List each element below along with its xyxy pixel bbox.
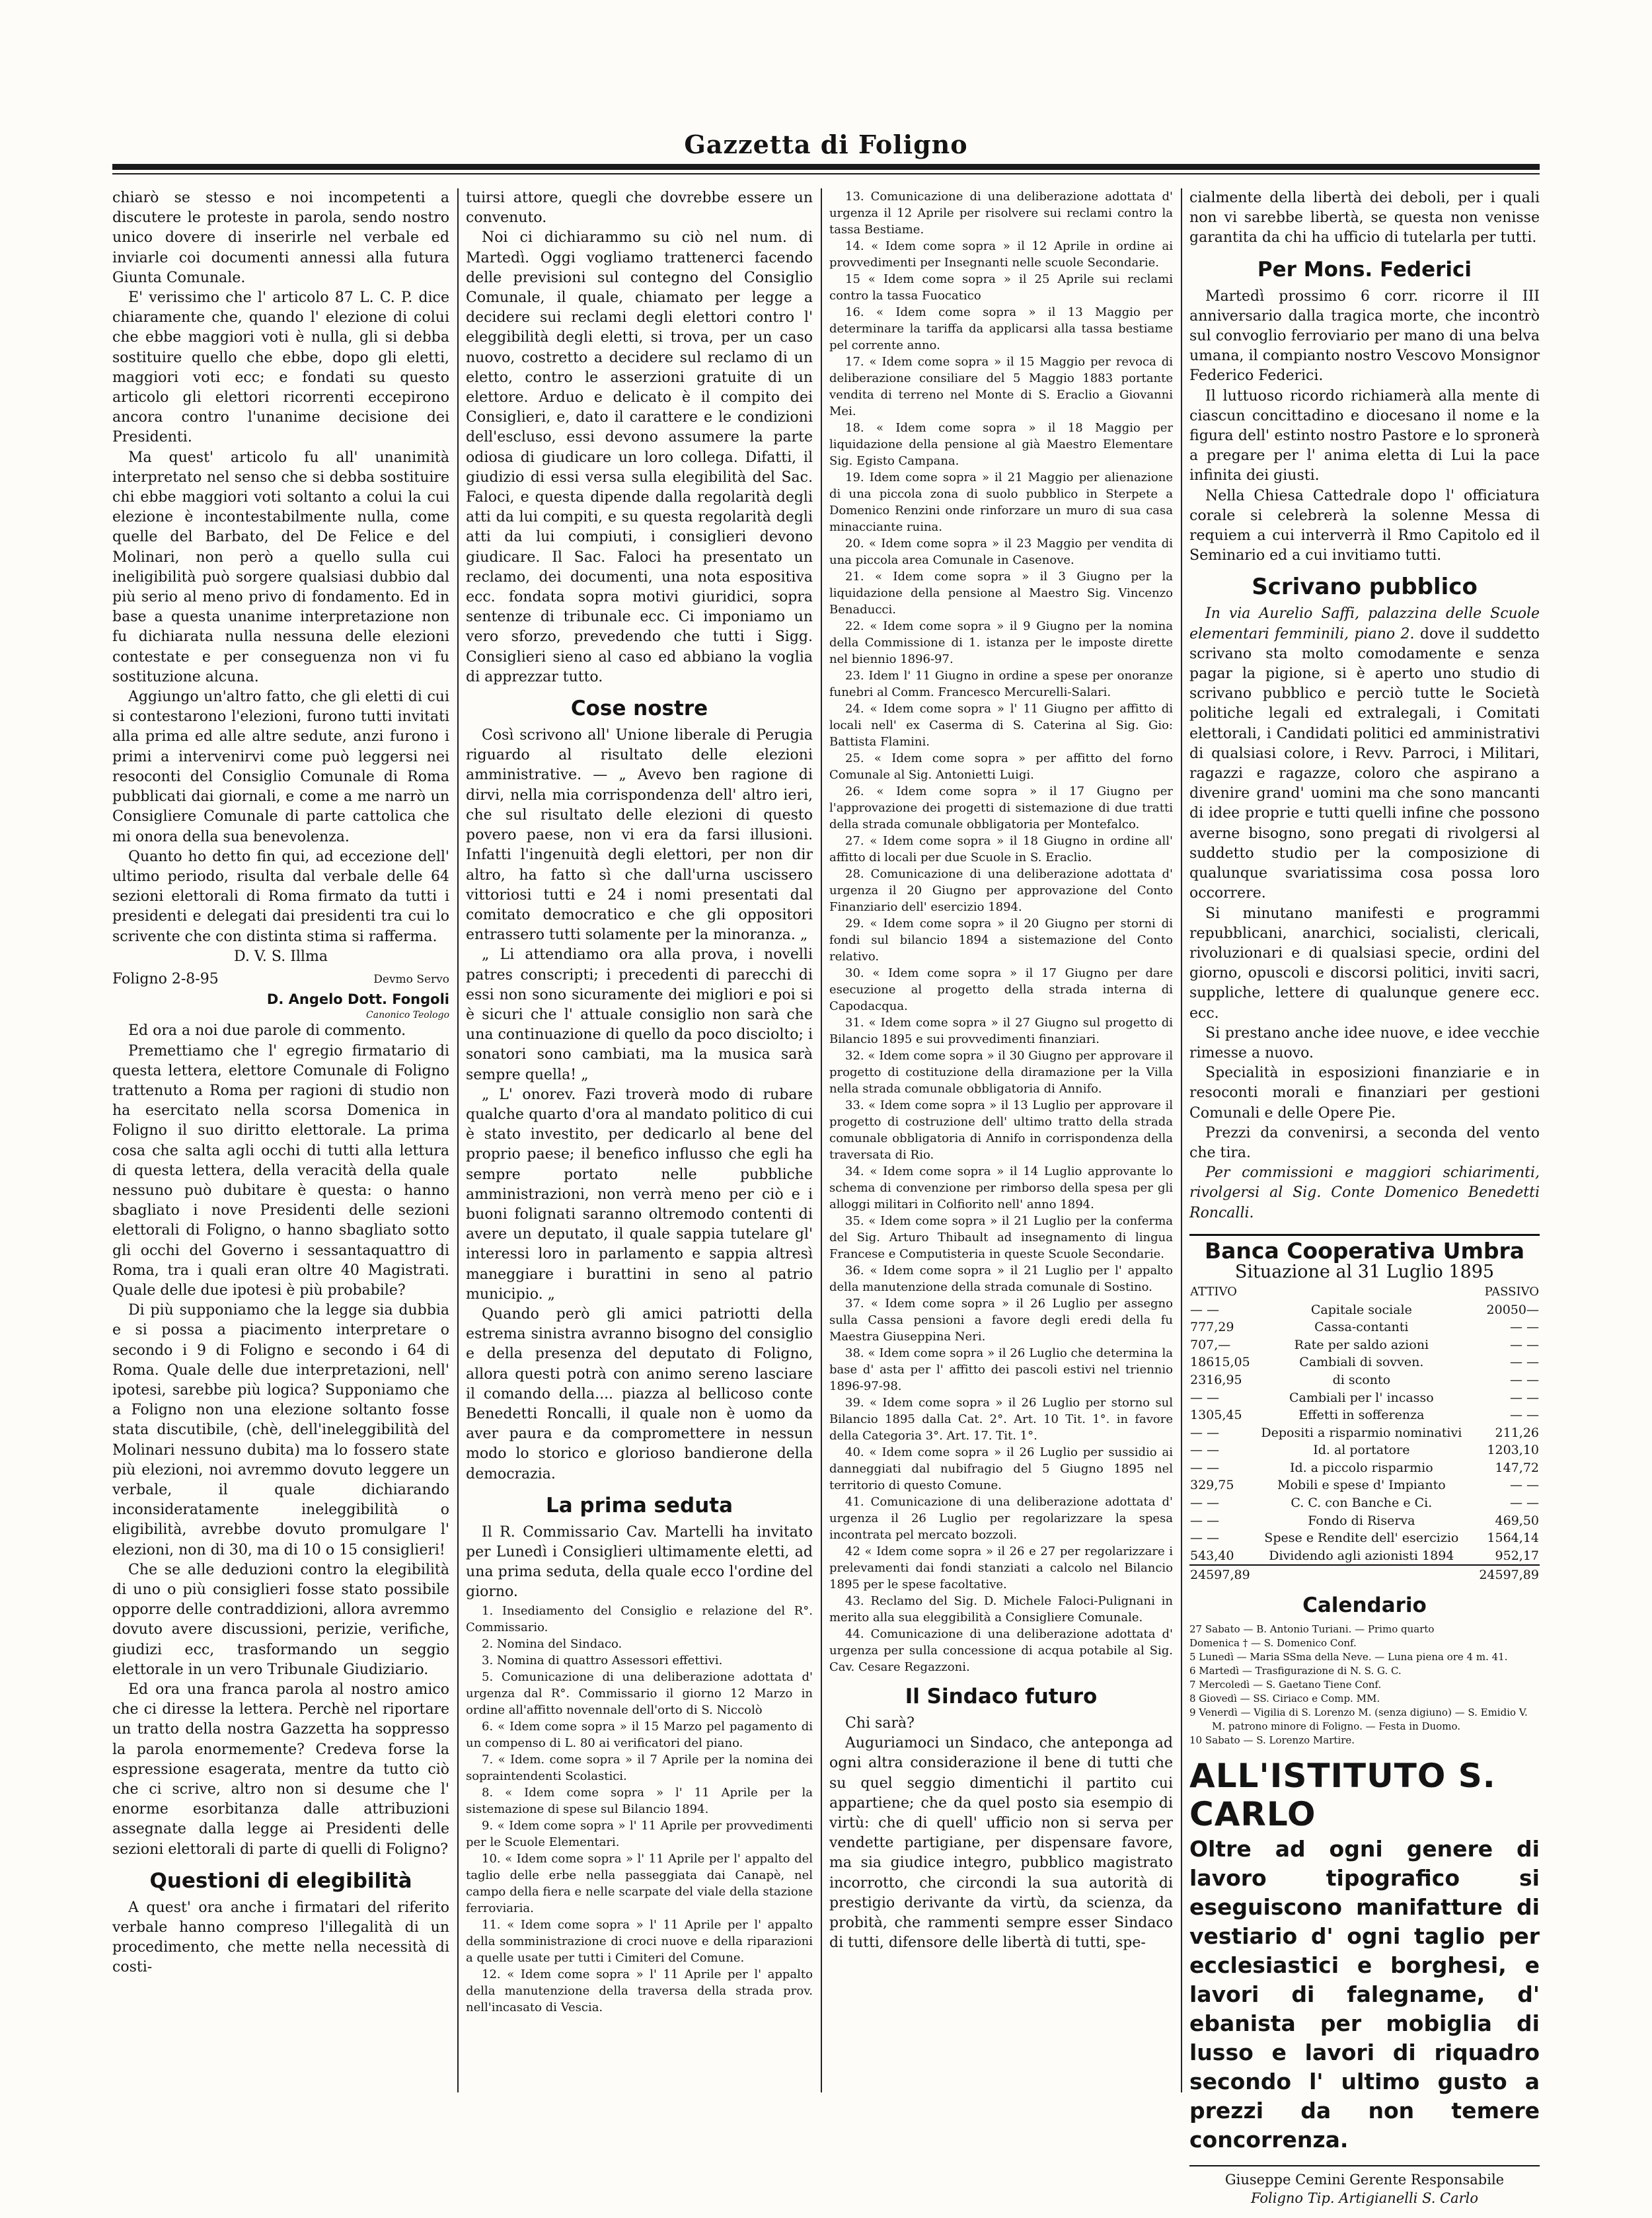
footer-printer: Foligno Tip. Artigianelli S. Carlo (1250, 2190, 1479, 2207)
column-2 (466, 188, 813, 2109)
paragraph: Nella Chiesa Cattedrale dopo l' officiatura corale si celebrerà la solenne Messa di requiem a cui interverrà il Rmo Capitolo ed il Seminario ed a cui invitiamo tutti. (1189, 487, 1540, 564)
paragraph: cialmente della libertà dei deboli, per i quali non vi sarebbe libertà, se questa non venisse garantita da chi ha ufficio di tutelarla per tutti. (1189, 190, 1540, 247)
agenda-item: 43. Reclamo del Sig. D. Michele Faloci-Pulignani in merito alla sua eleggibilità a Consigliere Comunale. (829, 1594, 1173, 1625)
paragraph: Ma quest' articolo fu all' unanimità interpretato nel senso che si debba sostituire chi ebbe maggiori voti soltanto a colui la cui elezione è incontestabilmente nulla, come quelle del Barbato, del De Felice e del Molinari, non però a quello sulla cui ineligibilità può sorgere qualsiasi dubbio dal più serio al meno privo di fondamento. Ed in base a questa unanime interpretazione non fu dichiarata nulla nessuna delle elezioni contestate e per conseguenza non vi fu sostituzione alcuna. (112, 449, 449, 685)
table-header-row (1189, 1283, 1540, 1301)
column-divider (1181, 188, 1182, 2092)
paragraph: Quando però gli amici patriotti della estrema sinistra avranno bisogno del consiglio e della presenza del deputato di Foligno, allora questi potrà con animo sereno lasciare il comando della.... piazza al bellicoso conte Benedetti Roncalli, il quale non è uomo da aver paura e da compromettere in nessun modo lo storico e glorioso bandierone della democrazia. (466, 1305, 813, 1482)
agenda-item: 19. Idem come sopra » il 21 Maggio per alienazione di una piccola zona di suolo pubblico in Sterpete a Domenico Renzini onde rinforzare un muro di sua casa minacciante ruina. (829, 471, 1173, 534)
section-heading: Per Mons. Federici (1257, 257, 1472, 282)
table-row: 1305,45 Effetti in sofferenza — — (1190, 1408, 1539, 1423)
agenda-item: 42 « Idem come sopra » il 26 e 27 per regolarizzare i prelevamenti dai fondi stanziati a calcolo nel Bilancio 1895 per le spese facoltative. (829, 1545, 1173, 1591)
table-row: 777,29 Cassa-contanti — — (1190, 1320, 1539, 1335)
paragraph: Di più supponiamo che la legge sia dubbia e si possa a piacimento interpretare o secondo i 9 di Foligno e secondo i 64 di Roma. Quale delle due interpretazioni, nell' ipotesi, sarebbe più logica? Supponiamo che a Foligno non una elezione soltanto fosse stata discutibile, (chè, dell'ineleggibilità del Molinari nessuno dubita) ma lo fossero state più elezioni, noi avremmo dovuto leggere un verbale, il quale dichiarando inconsideratamente ineleggibilità o eligibilità, avrebbe dovuto promulgare l' elezioni, non di 30, ma di 10 o 15 consiglieri! (112, 1302, 449, 1558)
salutation: D. V. S. Illma (234, 948, 328, 965)
agenda-item: 16. « Idem come sopra » il 13 Maggio per determinare la tariffa da applicarsi alla tassa bestiame pel corrente anno. (829, 305, 1173, 352)
paragraph: „ L' onorev. Fazi troverà modo di rubare qualche quarto d'ora al mandato politico di cui è stato investito, per dedicarlo al bene del proprio paese; il benefico influsso che egli ha sempre portato nelle pubbliche amministrazioni, non verrà meno per ciò e i buoni folignati saranno oltremodo contenti di avere un deputato, il quale sappia tutelare gl' interessi loro in parlamento e sappia altresì maneggiare i burattini in seno al patrio municipio. „ (466, 1086, 813, 1303)
paragraph: Premettiamo che l' egregio firmatario di questa lettera, elettore Comunale di Foligno trattenuto a Roma per ragioni di studio non ha esercitato nella scorsa Domenica in Foligno il suo diritto elettorale. La prima cosa che salta agli occhi di tutti alla lettura di questa lettera, della veracità della quale nessuno può dubitare è questa: o hanno sbagliato i nove Presidenti delle sezioni elettorali di Foligno, o hanno sbagliato sotto gli occhi del Governo i sessantaquattro di Roma, tra i quali eran oltre 40 Magistrati. Quale delle due ipotesi è più probabile? (112, 1042, 449, 1299)
paragraph: chiarò se stesso e noi incompetenti a discutere le proteste in parola, sendo nostro unico dovere di inserirle nel verbale ed inviarle coi documenti annessi alla futura Giunta Comunale. (112, 190, 449, 286)
section-heading: Cose nostre (570, 697, 708, 721)
letter-date: Foligno 2-8-95 (112, 970, 219, 987)
agenda-item: 18. « Idem come sopra » il 18 Maggio per liquidazione della pensione al già Maestro Elementare Sig. Egisto Campana. (829, 421, 1173, 468)
table-row: — — Capitale sociale 20050— (1190, 1302, 1539, 1317)
paragraph: Quanto ho detto fin qui, ad eccezione dell' ultimo periodo, risulta dal verbale delle 64 sezioni elettorali di Roma firmato da tutti i presidenti e delegati dai presidenti tra cui lo scrivente che con distinta stima si rafferma. (112, 848, 449, 945)
agenda-item: 12. « Idem come sopra » l' 11 Aprile per l' appalto della manutenzione della traversa della strada prov. nell'incasato di Vescia. (466, 1967, 813, 2014)
agenda-item: 5. Comunicazione di una deliberazione adottata d' urgenza dal R°. Commissario il giorno 12 Marzo in ordine all'affitto novennale dell'orto di S. Niccolò (466, 1669, 813, 1717)
agenda-item: 21. « Idem come sopra » il 3 Giugno per la liquidazione della pensione al Maestro Sig. Vincenzo Benaducci. (829, 570, 1173, 617)
table-row: — — Id. al portatore 1203,10 (1190, 1443, 1539, 1458)
masthead-rule-thick (112, 164, 1540, 170)
agenda-item: 38. « Idem come sopra » il 26 Luglio che determina la base d' asta per l' affitto dei pascoli estivi nel triennio 1896-97-98. (829, 1346, 1173, 1393)
paragraph: Chi sarà? (845, 1715, 915, 1732)
paragraph: Ed ora una franca parola al nostro amico che ci diresse la lettera. Perchè nel riportare un tratto della nostra Gazzetta ha soppresso la parola enormemente? Credeva forse la espressione esagerata, mentre da tutto ciò che ci scrive, altro non si desume che l' enorme esorbitanza dalle attribuzioni assegnate dalla legge ai Presidenti delle sezioni elettorali di parte di quelli di Foligno? (112, 1681, 449, 1858)
paragraph: tuirsi attore, quegli che dovrebbe essere un convenuto. (466, 190, 813, 227)
agenda-item: 14. « Idem come sopra » il 12 Aprile in ordine ai provvedimenti per Insegnanti nelle scuole Secondarie. (829, 239, 1173, 270)
calendar-entry: 10 Sabato — S. Lorenzo Martire. (1189, 1734, 1355, 1747)
ad-body: Oltre ad ogni genere di lavoro tipografico si eseguiscono manifatture di vestiario d' ogni taglio per ecclesiastici e borghesi, e lavori di falegname, d' ebanista per mobiglia di lusso e lavori di riquadro secondo l' ultimo gusto a prezzi da non temere concorrenza. (1189, 1836, 1540, 2153)
total-passivo: 24597,89 (1472, 1565, 1540, 1584)
agenda-item: 34. « Idem come sopra » il 14 Luglio approvante lo schema di convenzione per rimborso della spesa per gli alloggi militari in Colfiorito nell' anno 1894. (829, 1165, 1173, 1211)
agenda-item: 7. « Idem. come sopra » il 7 Aprile per la nomina dei sopraintendenti Scolastici. (466, 1752, 813, 1783)
agenda-item: 31. « Idem come sopra » il 27 Giugno sul progetto di Bilancio 1895 e sui provvedimenti finanziari. (829, 1016, 1173, 1046)
paragraph: Per commissioni e maggiori schiarimenti, rivolgersi al Sig. Conte Domenico Benedetti Roncalli. (1189, 1165, 1540, 1221)
column-3 (829, 188, 1173, 2109)
agenda-item: 24. « Idem come sopra » l' 11 Giugno per affitto di locali nell' ex Caserma di S. Caterina al Sig. Gio: Battista Flamini. (829, 702, 1173, 749)
table-row: — — Spese e Rendite dell' esercizio 1564,14 (1190, 1531, 1539, 1546)
paragraph: Il R. Commissario Cav. Martelli ha invitato per Lunedì i Consiglieri ultimamente eletti, ad una prima seduta, della quale ecco l'ordine del giorno. (466, 1523, 813, 1601)
agenda-item: 30. « Idem come sopra » il 17 Giugno per dare esecuzione al progetto della strada interna di Capodacqua. (829, 966, 1173, 1013)
column-1 (112, 188, 449, 2109)
calendar-list (1189, 1623, 1540, 1747)
agenda-item: 3. Nomina di quattro Assessori effettivi. (482, 1653, 723, 1667)
masthead-title: Gazzetta di Foligno (684, 130, 968, 159)
calendar-entry: 6 Martedì — Trasfigurazione di N. S. G. C. (1189, 1665, 1402, 1677)
agenda-item: 2. Nomina del Sindaco. (482, 1636, 622, 1651)
agenda-item: 6. « Idem come sopra » il 15 Marzo pel pagamento di un compenso di L. 80 ai verificatori del piano. (466, 1719, 813, 1750)
table-row: — — Cambiali per l' incasso — — (1190, 1390, 1539, 1405)
agenda-item: 9. « Idem come sopra » l' 11 Aprile per provvedimenti per le Scuole Elementari. (466, 1818, 813, 1849)
agenda-item: 40. « Idem come sopra » il 26 Luglio per sussidio ai danneggiati dal nubifragio del 5 Giugno 1895 nel territorio di questo Comune. (829, 1445, 1173, 1492)
paragraph: Il luttuoso ricordo richiamerà alla mente di ciascun concittadino e diocesano il nome e la figura dell' estinto nostro Pastore e lo spronerà a pregare per l' anima eletta di Lui la pace infinita dei giusti. (1189, 387, 1540, 484)
calendar-entry: 5 Lunedì — Maria SSma della Neve. — Luna piena ore 4 m. 41. (1189, 1651, 1508, 1664)
signer-name: D. Angelo Dott. Fongoli (266, 991, 449, 1008)
agenda-item: 39. « Idem come sopra » il 26 Luglio per storno sul Bilancio 1895 dalla Cat. 2°. Art. 10 Tit. 1°. in favore della Categoria 3°. Art. 17. Tit. 1°. (829, 1396, 1173, 1443)
section-heading: Scrivano pubblico (1252, 574, 1478, 601)
table-row: 18615,05 Cambiali di sovven. — — (1190, 1355, 1539, 1370)
table-row: — — Fondo di Riserva 469,50 (1190, 1513, 1539, 1528)
paragraph: Aggiungo un'altro fatto, che gli eletti di cui si contestarono l'elezioni, furono tutti invitati alla prima ed alle altre sedute, anzi furono i primi a intervenirvi come può leggersi nei resoconti del Consiglio Comunale di Roma pubblicati dai giornali, e come a me narrò un Consigliere Comunale di parte cattolica che mi onora della sua benevolenza. (112, 689, 449, 845)
paragraph: Specialità in esposizioni finanziarie e in resoconti morali e finanziari per gestioni Comunali e delle Opere Pie. (1189, 1065, 1540, 1122)
agenda-item: 28. Comunicazione di una deliberazione adottata d' urgenza il 20 Giugno per approvazione del Conto Finanziario dell' esercizio 1894. (829, 867, 1173, 914)
paragraph: Auguriamoci un Sindaco, che anteponga ad ogni altra considerazione il bene di tutti che su quel seggio dimentichi il partito cui appartiene; che da quel posto sia esempio di virtù: che di quell' ufficio non si serva per vendette partigiane, per dispensare favore, ma sia giudice integro, pubblico magistrato incorrotto, che circondi la sua autorità di prestigio derivante da virtù, da scienza, da probità, che rammenti sempre esser Sindaco di tutti, difensore delle libertà di tutti, spe- (829, 1735, 1173, 1952)
agenda-item: 11. « Idem come sopra » l' 11 Aprile per l' appalto della somministrazione di croci nuove e della riparazioni a quelle usate per tutti i Cimiteri del Comune. (466, 1917, 813, 1965)
total-attivo: 24597,89 (1189, 1565, 1251, 1584)
address-emphasis: In via Aurelio Saffi, palazzina delle Scuole elementari femminili, piano 2. (1189, 605, 1540, 642)
paragraph: Ed ora a noi due parole di commento. (128, 1022, 406, 1040)
calendar-entry: 7 Mercoledì — S. Gaetano Tiene Conf. (1189, 1679, 1382, 1691)
calendar-entry: Domenica † — S. Domenico Conf. (1189, 1637, 1357, 1650)
table-row: 707,— Rate per saldo azioni — — (1190, 1337, 1539, 1352)
agenda-item: 37. « Idem come sopra » il 26 Luglio per assegno sulla Cassa pensioni a favore degli eredi della fu Maestra Giuseppina Neri. (829, 1297, 1173, 1344)
agenda-item: 23. Idem l' 11 Giugno in ordine a spese per onoranze funebri al Comm. Francesco Mercurelli-Salari. (829, 669, 1173, 699)
agenda-item: 33. « Idem come sopra » il 13 Luglio per approvare il progetto di costruzione dell' ultimo tratto della strada comunale obbligatoria di Annifo in corrispondenza della traversata di Rio. (829, 1098, 1173, 1162)
section-heading: La prima seduta (545, 1493, 733, 1517)
agenda-item: 25. « Idem come sopra » per affitto del forno Comunale al Sig. Antonietti Luigi. (829, 751, 1173, 782)
paragraph: Noi ci dichiarammo su ciò nel num. di Martedì. Oggi vogliamo trattenerci facendo delle previsioni sul contegno del Consiglio Comunale, il quale, chiamato per legge a decidere sui reclami degli elettori contro l' eleggibilità degli eletti, si trova, per un caso nuovo, costretto a decidere sul reclamo di un eletto, contro le asserzioni gratuite di un elettore. Arduo e delicato è il compito dei Consiglieri, e, dato il carattere e le condizioni dell'escluso, essi devono assumere la parte odiosa di giudicare un loro collega. Difatti, il giudizio di essi versa sulla elegibilità del Sac. Faloci, e questa dipende dalla regolarità degli atti da lui compiti, e su questa regolarità degli atti da lui compiuti, i consiglieri devono giudicare. Il Sac. Faloci ha presentato un reclamo, dei documenti, una nota espositiva ecc. fondata sopra motivi giuridici, sopra sentenze di tribunale ecc. Ci imponiamo un vero sforzo, prevedendo che tutti i Sigg. Consiglieri sieno al caso ed abbiano la voglia di apprezzar tutto. (466, 229, 813, 685)
agenda-item: 27. « Idem come sopra » il 18 Giugno in ordine all' affitto di locali per due Scuole in S. Eraclio. (829, 834, 1173, 864)
agenda-item: 20. « Idem come sopra » il 23 Maggio per vendita di una piccola area Comunale in Casenove. (829, 537, 1173, 567)
paragraph: Si prestano anche idee nuove, e idee vecchie rimesse a nuovo. (1189, 1024, 1540, 1061)
agenda-item: 8. « Idem come sopra » l' 11 Aprile per la sistemazione di spese sul Bilancio 1894. (466, 1785, 813, 1816)
agenda-item: 35. « Idem come sopra » il 21 Luglio per la conferma del Sig. Arturo Thibault ad insegnamento di lingua Francese e Computisteria in queste Scuole Secondarie. (829, 1214, 1173, 1261)
section-heading: Calendario (1302, 1593, 1427, 1618)
paragraph: Si minutano manifesti e programmi repubblicani, anarchici, socialisti, clericali, rivoluzionari e di qualsiasi specie, ordini del giorno, opuscoli e discorsi politici, inviti sacri, suppliche, lettere di qualunque genere ecc. ecc. (1189, 905, 1540, 1022)
paragraph: E' verissimo che l' articolo 87 L. C. P. dice chiaramente che, quando l' elezione di colui che ebbe maggiori voti è nulla, gli si debba sostituire quello che ebbe, dopo gli eletti, maggiori voti ecc; e fondati su questo articolo gli elettori ricorrenti eccepirono ancora contro l'unanime decisione dei Presidenti. (112, 289, 449, 446)
paragraph: Che se alle deduzioni contro la elegibilità di uno o più consiglieri fosse stato possibile opporre delle contraddizioni, allora avremmo dovuto avere discussioni, perizie, verifiche, giudizi ecc, trasformando un seggio elettorale in un vero Tribunale Giudiziario. (112, 1561, 449, 1678)
column-divider (821, 188, 822, 2092)
paragraph: A quest' ora anche i firmatari del riferito verbale hanno compreso l'illegalità di un procedimento, che mette nella necessità di costi- (112, 1899, 449, 1976)
totals-row (1189, 1565, 1540, 1584)
paragraph: Prezzi da convenirsi, a seconda del vento che tira. (1189, 1124, 1540, 1161)
agenda-item: 13. Comunicazione di una deliberazione adottata d' urgenza il 12 Aprile per risolvere sui reclami contro la tassa Bestiame. (829, 190, 1173, 237)
agenda-item: 10. « Idem come sopra » l' 11 Aprile per l' appalto del taglio delle erbe nella passeggiata dai Canapè, nel campo della fiera e nelle scarpate del viale della stazione ferroviaria. (466, 1851, 813, 1915)
agenda-item: 29. « Idem come sopra » il 20 Giugno per storni di fondi sul bilancio 1894 a sistemazione del Conto relativo. (829, 917, 1173, 964)
paragraph: Così scrivono all' Unione liberale di Perugia riguardo al risultato delle elezioni amministrative. — „ Avevo ben ragione di dirvi, nella mia corrispondenza dell' altro ieri, che sul risultato delle elezioni di questo povero paese, non vi era da farsi illusioni. Infatti l'ingenuità degli elettori, per non dir altro, ha fatto sì che dall'urna uscissero vittoriosi tutti e 24 i nomi presentati dal comitato democratico e che gli oppositori entrassero tutti solamente per la minoranza. „ (466, 727, 813, 944)
agenda-item: 32. « Idem come sopra » il 30 Giugno per approvare il progetto di costituzione della diramazione per la Villa nella strada comunale obbligatoria di Annifo. (829, 1049, 1173, 1096)
signature-block (112, 970, 449, 989)
paragraph (1189, 604, 1540, 903)
ad-title: ALL'ISTITUTO S. CARLO (1189, 1757, 1496, 1834)
calendar-entry: 9 Venerdì — Vigilia di S. Lorenzo M. (senza digiuno) — S. Emidio V. M. patrono minore di Foligno. — Festa in Duomo. (1189, 1706, 1528, 1733)
bank-title: Banca Cooperativa Umbra (1189, 1234, 1540, 1261)
table-row: — — Id. a piccolo risparmio 147,72 (1190, 1460, 1539, 1475)
agenda-item: 26. « Idem come sopra » il 17 Giugno per l'approvazione dei progetti di sistemazione di due tratti della strada comunale obbligatoria per Montefalco. (829, 784, 1173, 831)
table-row: 543,40 Dividendo agli azionisti 1894 952,17 (1190, 1548, 1539, 1563)
column-divider (457, 188, 459, 2092)
section-heading: Il Sindaco futuro (905, 1685, 1098, 1708)
section-heading: Questioni di elegibilità (149, 1868, 412, 1893)
header-attivo: ATTIVO (1190, 1284, 1237, 1299)
table-row: 329,75 Mobili e spese d' Impianto — — (1190, 1478, 1539, 1493)
table-row: 2316,95 di sconto — — (1190, 1372, 1539, 1387)
calendar-entry: 8 Giovedì — SS. Ciriaco e Comp. MM. (1189, 1693, 1380, 1705)
agenda-item: 1. Insediamento del Consiglio e relazione del R°. Commissario. (466, 1603, 813, 1634)
agenda-item: 17. « Idem come sopra » il 15 Maggio per revoca di deliberazione consiliare del 5 Maggio 1883 portante vendita di terreno nel Monte di S. Eraclio a Giovanni Mei. (829, 355, 1173, 418)
servo-label: Devmo Servo (373, 972, 449, 986)
agenda-item: 41. Comunicazione di una deliberazione adottata d' urgenza il 26 Luglio per regolarizzare la spesa incontrata pel mercato bozzoli. (829, 1495, 1173, 1542)
footer (1189, 2165, 1540, 2207)
table-row: — — C. C. con Banche e Ci. — — (1190, 1496, 1539, 1511)
bank-balance-table (1189, 1283, 1540, 1584)
footer-manager: Giuseppe Cemini Gerente Responsabile (1224, 2172, 1505, 2188)
agenda-item: 36. « Idem come sopra » il 21 Luglio per l' appalto della manutenzione della strada comunale di Sostino. (829, 1264, 1173, 1294)
agenda-item: 44. Comunicazione di una deliberazione adottata d' urgenza per sulla concessione di acqua potabile al Sig. Cav. Cesare Regazzoni. (829, 1627, 1173, 1674)
paragraph-text: dove il suddetto scrivano sta molto comodamente e senza pagar la pigione, si è aperto uno studio di scrivano pubblico e perciò tutte le Società politiche legali ed extralegali, i Comitati elettorali, i Candidati politici ed amministrativi di qualsiasi colore, i Revv. Parroci, i Militari, ragazzi e ragazze, coloro che aspirano a divenire grand' uomini ma che sono mancanti di idee proprie e tutti quelli infine che possono averne bisogno, sono pregati di rivolgersi al suddetto studio per la composizione di qualunque svariatissima cosa possa loro occorrere. (1189, 625, 1540, 902)
header-passivo: PASSIVO (1484, 1284, 1539, 1299)
column-4 (1189, 188, 1540, 2207)
paragraph: Martedì prossimo 6 corr. ricorre il III anniversario dalla tragica morte, che incontrò sul convoglio ferroviario per mano di una belva umana, il compianto nostro Vescovo Monsignor Federico Federici. (1189, 287, 1540, 385)
agenda-item: 15 « Idem come sopra » il 25 Aprile sui reclami contro la tassa Fuocatico (829, 272, 1173, 303)
agenda-item: 22. « Idem come sopra » il 9 Giugno per la nomina della Commissione di 1. istanza per le imposte dirette nel biennio 1896-97. (829, 619, 1173, 666)
calendar-entry: 27 Sabato — B. Antonio Turiani. — Primo quarto (1189, 1623, 1435, 1636)
table-row: — — Depositi a risparmio nominativi 211,26 (1190, 1425, 1539, 1440)
paragraph: „ Li attendiamo ora alla prova, i novelli patres conscripti; i precedenti di parecchi di essi non sono sicuramente dei migliori e poi si è sicuri che l' attuale consiglio non sarà che una continuazione di quello da poco disciolto; i sonatori sono cambiati, ma la musica sarà sempre quella! „ (466, 946, 813, 1083)
signer-role: Canonico Teologo (366, 1010, 449, 1021)
masthead-rule-thin (112, 173, 1540, 174)
bank-subtitle: Situazione al 31 Luglio 1895 (1234, 1261, 1495, 1282)
